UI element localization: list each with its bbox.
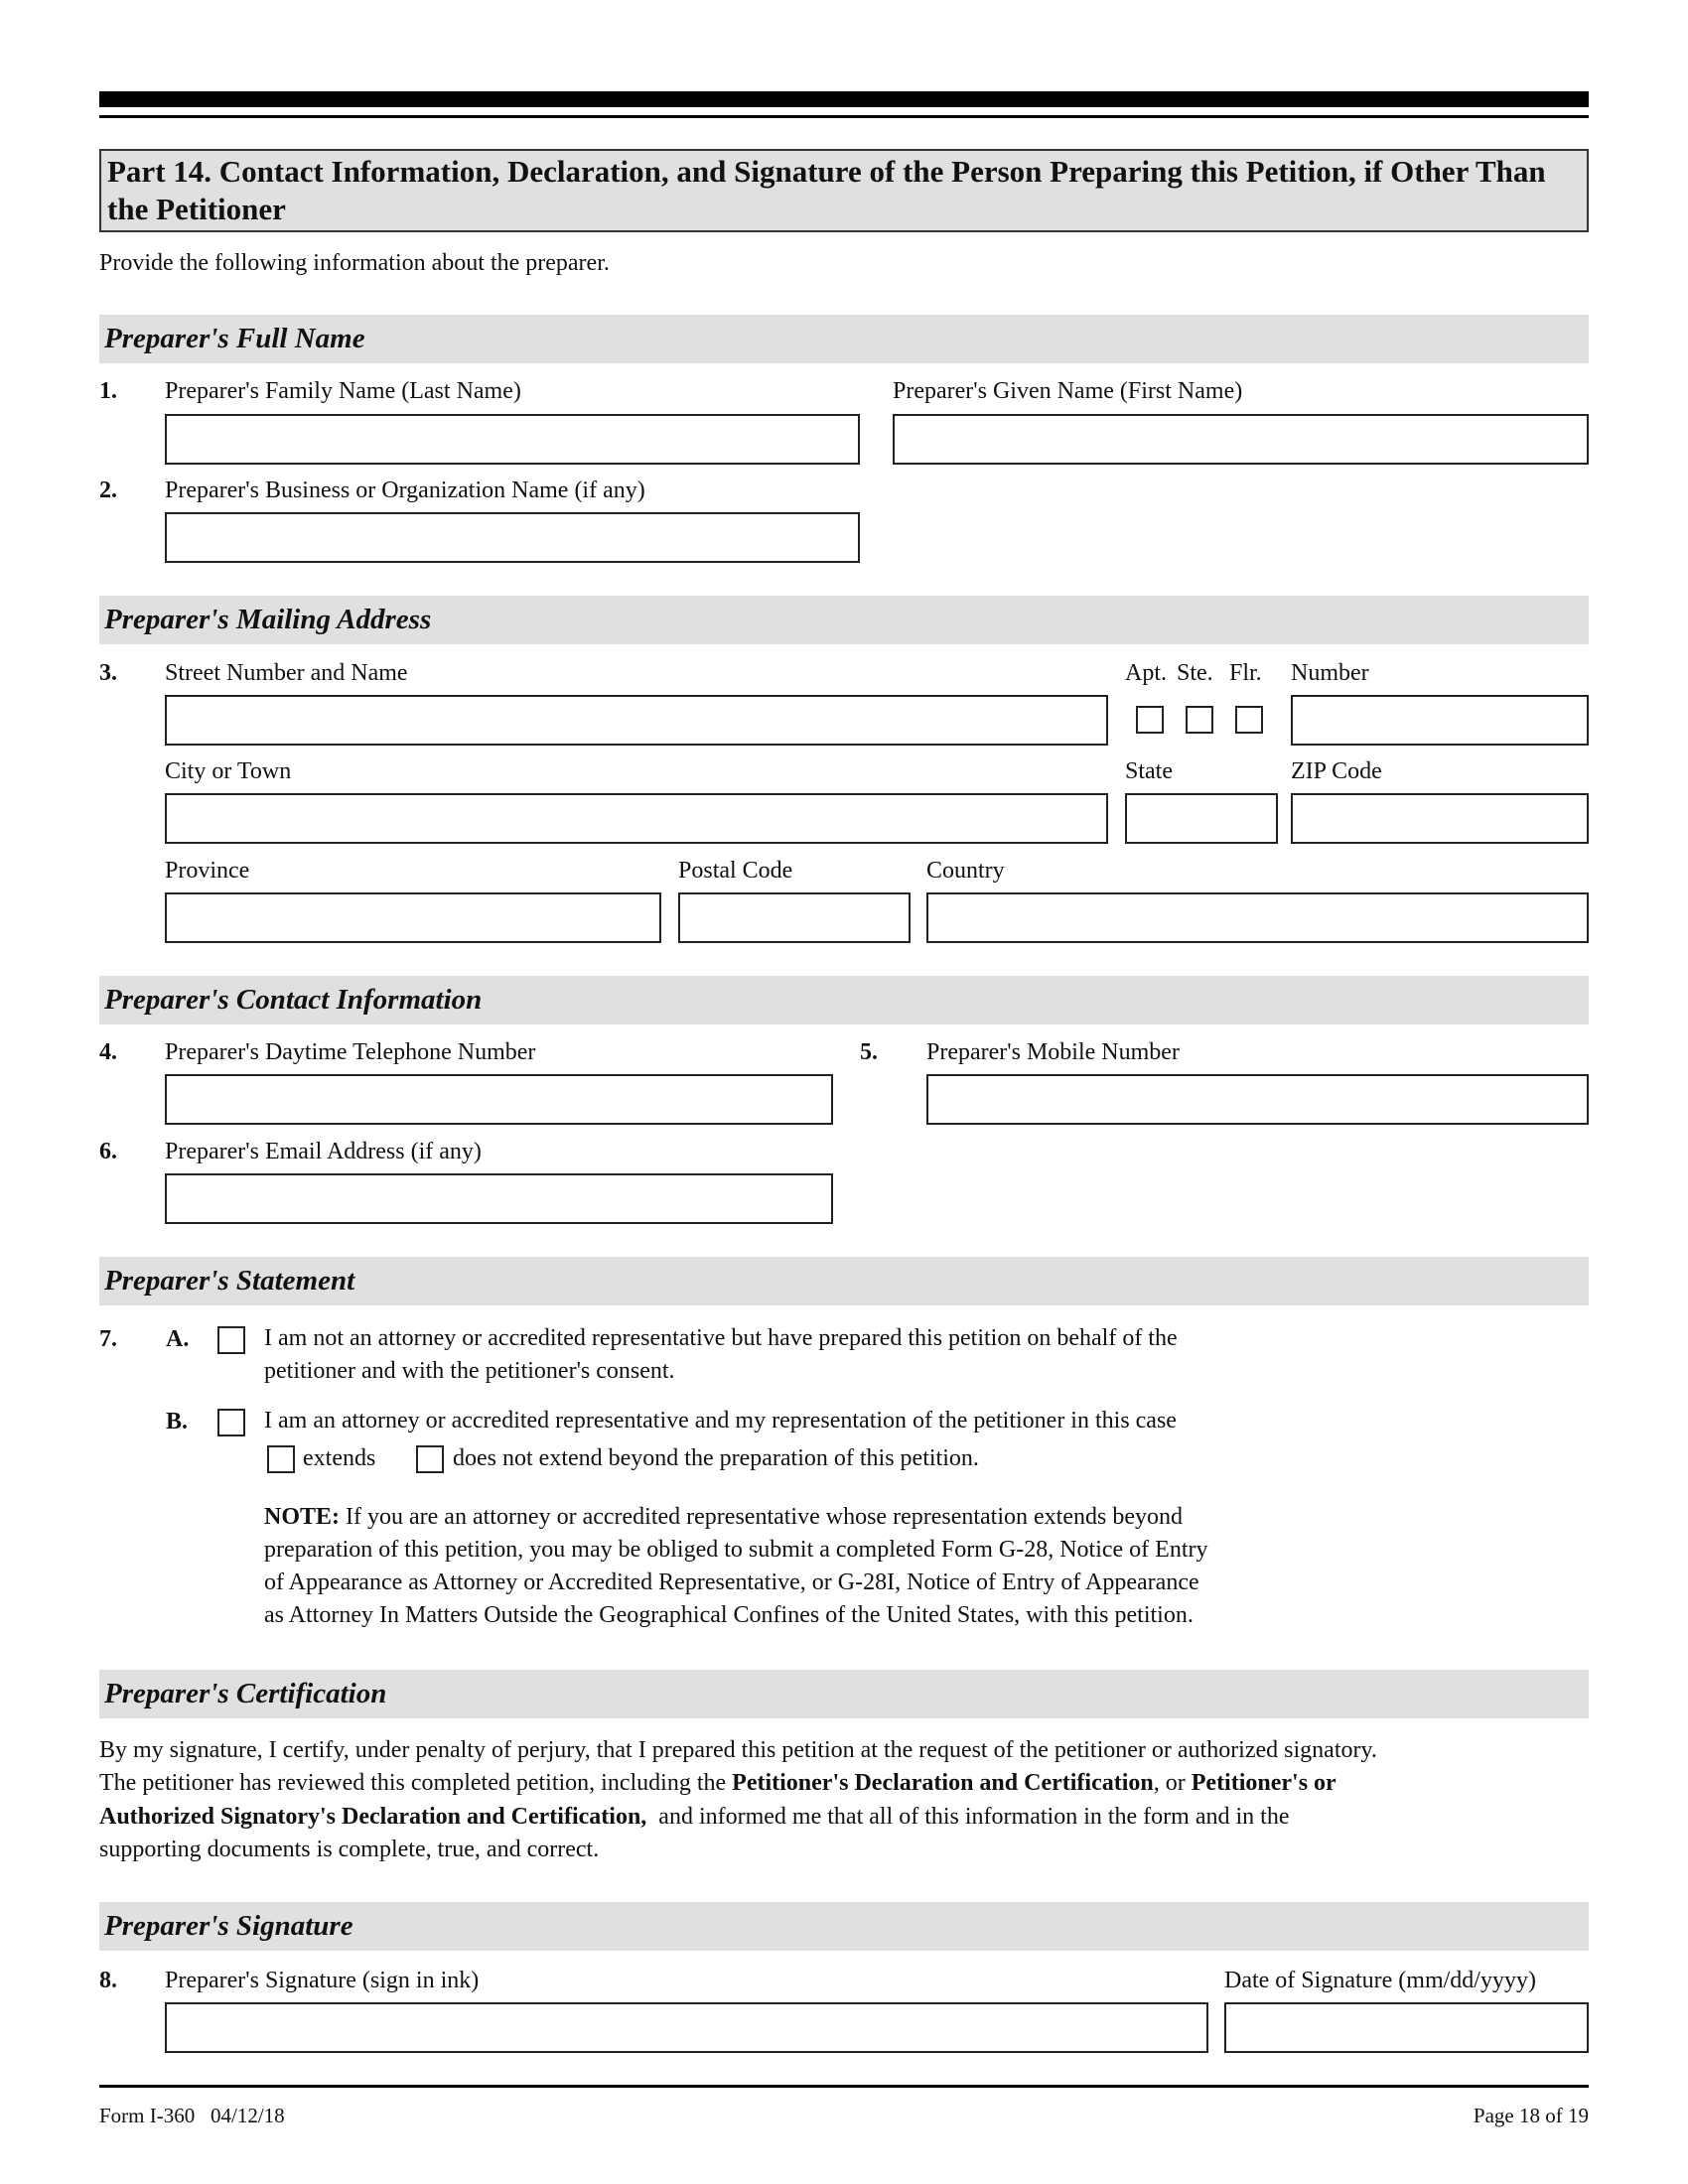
note-line4: as Attorney In Matters Outside the Geographical Confines of the United States, with this petition. [264,1602,1194,1628]
section-certification [99,1670,1589,1718]
postal-code-field[interactable] [678,892,911,943]
item-number-6: 6. [99,1139,117,1164]
daytime-phone-label: Preparer's Daytime Telephone Number [165,1039,536,1065]
option-a-letter: A. [166,1326,190,1352]
flr-label: Flr. [1229,660,1262,686]
certification-line4: supporting documents is complete, true, and correct. [99,1837,600,1862]
date-field[interactable] [1224,2002,1589,2053]
certification-line2: The petitioner has reviewed this completed petition, including the Petitioner's Declaration and Certification, or Petitioner's or [99,1770,1336,1796]
extends-checkbox[interactable] [267,1445,295,1473]
note-label: NOTE: [264,1504,341,1530]
mobile-field[interactable] [926,1074,1589,1125]
apt-label: Apt. [1125,660,1167,686]
statement-a-checkbox[interactable] [217,1326,245,1354]
signature-label: Preparer's Signature (sign in ink) [165,1968,480,1993]
does-not-extend-label: does not extend beyond the preparation of this petition. [453,1445,979,1471]
ste-label: Ste. [1177,660,1213,686]
zip-field[interactable] [1291,793,1589,844]
street-field[interactable] [165,695,1108,746]
note-line2: preparation of this petition, you may be obliged to submit a completed Form G-28, Notice of Entry [264,1537,1208,1563]
section-title: Preparer's Statement [104,1265,355,1297]
page-number: Page 18 of 19 [1473,2104,1589,2127]
mobile-label: Preparer's Mobile Number [926,1039,1180,1065]
date-label: Date of Signature (mm/dd/yyyy) [1224,1968,1536,1993]
note-line3: of Appearance as Attorney or Accredited Representative, or G-28I, Notice of Entry of Appearance [264,1570,1199,1595]
city-label: City or Town [165,758,292,784]
country-field[interactable] [926,892,1589,943]
section-title: Preparer's Contact Information [104,984,483,1016]
section-mailing-address [99,596,1589,644]
form-id: Form I-360 04/12/18 [99,2104,285,2127]
does-not-extend-checkbox[interactable] [416,1445,444,1473]
unit-number-field[interactable] [1291,695,1589,746]
family-name-label: Preparer's Family Name (Last Name) [165,378,521,404]
statement-a-line2: petitioner and with the petitioner's consent. [264,1358,675,1384]
section-statement [99,1257,1589,1305]
family-name-field[interactable] [165,414,860,465]
state-field[interactable] [1125,793,1278,844]
note-line1: NOTE: If you are an attorney or accredited representative whose representation extends beyond [264,1504,1183,1530]
item-number-1: 1. [99,378,117,404]
header-thin-rule [99,115,1589,118]
country-label: Country [926,858,1005,884]
section-contact-info [99,976,1589,1024]
item-number-4: 4. [99,1039,117,1065]
section-title: Preparer's Full Name [104,323,365,354]
intro-text: Provide the following information about the preparer. [99,250,610,276]
item-number-7: 7. [99,1326,117,1352]
section-full-name [99,315,1589,363]
ste-checkbox[interactable] [1186,706,1213,734]
statement-a-line1: I am not an attorney or accredited representative but have prepared this petition on behalf of the [264,1325,1178,1351]
city-field[interactable] [165,793,1108,844]
item-number-8: 8. [99,1968,117,1993]
header-thick-rule [99,91,1589,107]
province-field[interactable] [165,892,661,943]
daytime-phone-field[interactable] [165,1074,833,1125]
section-title: Preparer's Certification [104,1678,387,1709]
section-title: Preparer's Signature [104,1910,353,1942]
footer-rule [99,2085,1589,2088]
email-field[interactable] [165,1173,833,1224]
state-label: State [1125,758,1173,784]
business-name-field[interactable] [165,512,860,563]
part-title: Part 14. Contact Information, Declaration, and Signature of the Person Preparing this Petition, if Other Than the Petitioner [107,154,1546,226]
part-header [99,149,1589,232]
apt-checkbox[interactable] [1136,706,1164,734]
certification-line3: Authorized Signatory's Declaration and Certification, and informed me that all of this information in the form and in the [99,1804,1290,1830]
certification-line1: By my signature, I certify, under penalty of perjury, that I prepared this petition at the request of the petitioner or authorized signatory. [99,1737,1377,1763]
item-number-3: 3. [99,660,117,686]
item-number-2: 2. [99,478,117,503]
unit-number-label: Number [1291,660,1369,686]
business-name-label: Preparer's Business or Organization Name (if any) [165,478,645,503]
section-title: Preparer's Mailing Address [104,604,432,635]
given-name-label: Preparer's Given Name (First Name) [893,378,1243,404]
statement-b-checkbox[interactable] [217,1409,245,1436]
extends-label: extends [303,1445,376,1471]
statement-b-line1: I am an attorney or accredited representative and my representation of the petitioner in this case [264,1408,1177,1433]
flr-checkbox[interactable] [1235,706,1263,734]
section-signature [99,1902,1589,1951]
province-label: Province [165,858,250,884]
postal-code-label: Postal Code [678,858,793,884]
street-label: Street Number and Name [165,660,408,686]
given-name-field[interactable] [893,414,1589,465]
item-number-5: 5. [860,1039,878,1065]
zip-label: ZIP Code [1291,758,1382,784]
email-label: Preparer's Email Address (if any) [165,1139,482,1164]
option-b-letter: B. [166,1409,189,1434]
signature-field[interactable] [165,2002,1208,2053]
